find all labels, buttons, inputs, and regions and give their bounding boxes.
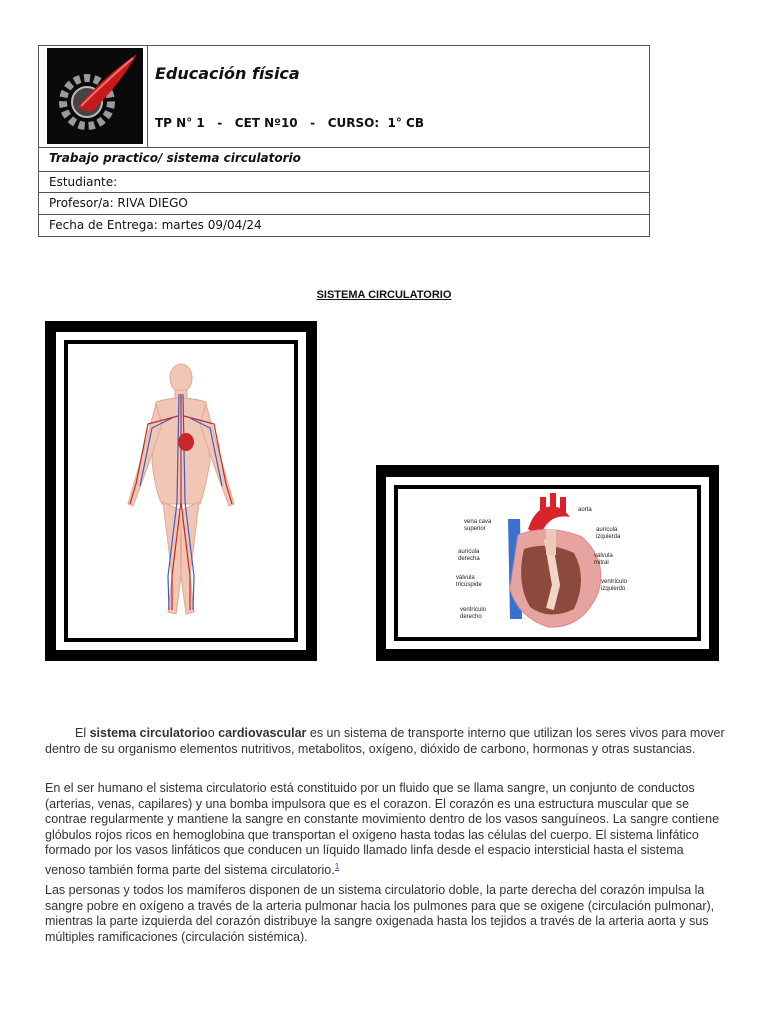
- heart-diagram-image-frame: [376, 465, 719, 661]
- school-logo: [47, 48, 143, 144]
- label-auricula-izquierda-2: izquierda: [596, 534, 621, 540]
- human-circulatory-illustration: [68, 344, 294, 638]
- paragraph-human-system: En el ser humano el sistema circulatorio está constituido por un fluido que se llama sangre, un conjunto de conductos (arterias, venas, capilares) y una bomba impulsora que es el corazon. El corazón es una estructura muscular que se contrae regularmente y mantiene la sangre en constante movimiento dentro de los vasos sanguíneos. La sangre contiene glóbulos rojos ricos en hemoglobina que transportan el oxígeno hasta todas las células del cuerpo. El sistema linfático formado por los vasos linfáticos que conducen un líquido llamado linfa desde el espacio intersticial hasta el sistema venoso también forma parte del sistema circulatorio.$^1$: [45, 781, 720, 878]
- label-ventriculo-izquierdo-1: ventrículo: [601, 579, 628, 585]
- label-vena-cava-2: superior: [464, 526, 486, 532]
- heart-diagram: [398, 489, 697, 637]
- label-valvula-mitral-1: válvula: [594, 553, 613, 559]
- label-auricula-izquierda-1: aurícula: [596, 527, 618, 533]
- teacher-row: Profesor/a: RIVA DIEGO: [39, 192, 649, 214]
- paragraph-double-circulation: Las personas y todos los mamíferos disponen de un sistema circulatorio doble, la parte derecha del corazón impulsa la sangre pobre en oxígeno a través de la arteria pulmonar hacia los pulmones para que se oxigene (circulación pulmonar), mientras la parte izquierda del corazón distribuye la sangre oxigenada hasta los tejidos a través de la arteria aorta y sus múltiples ramificaciones (circulación sistémica).: [45, 883, 715, 944]
- subject-title: Educación física: [155, 64, 300, 83]
- logo-cell: [39, 46, 148, 147]
- label-valvula-tricuspide-2: tricúspide: [456, 582, 482, 588]
- label-vena-cava-1: vena cava: [464, 519, 492, 525]
- label-valvula-mitral-2: mitral: [594, 560, 609, 566]
- label-aorta: aorta: [578, 507, 592, 513]
- student-row: Estudiante:: [39, 171, 649, 192]
- course-line: TP N° 1 - CET Nº10 - CURSO: 1° CB: [155, 116, 424, 130]
- paragraph-definition: El sistema circulatorioo cardiovascular es un sistema de transporte interno que utilizan los seres vivos para mover dentro de su organismo elementos nutritivos, metabolitos, oxígeno, dióxido de carbono, hormonas y otras sustancias.: [45, 726, 725, 756]
- label-auricula-derecha-2: derecha: [458, 556, 480, 562]
- footnote-link[interactable]: 1: [334, 861, 340, 871]
- label-ventriculo-derecho-2: derecho: [460, 614, 482, 620]
- label-auricula-derecha-1: aurícula: [458, 549, 480, 555]
- document-title: SISTEMA CIRCULATORIO: [316, 289, 452, 301]
- circulatory-body-image-frame: [45, 321, 317, 661]
- header-table: [38, 45, 650, 237]
- due-date-row: Fecha de Entrega: martes 09/04/24: [39, 214, 649, 237]
- label-ventriculo-derecho-1: ventrículo: [460, 607, 487, 613]
- label-ventriculo-izquierdo-2: izquierdo: [601, 586, 626, 592]
- assignment-row: Trabajo practico/ sistema circulatorio: [39, 147, 649, 171]
- label-valvula-tricuspide-1: válvula: [456, 575, 475, 581]
